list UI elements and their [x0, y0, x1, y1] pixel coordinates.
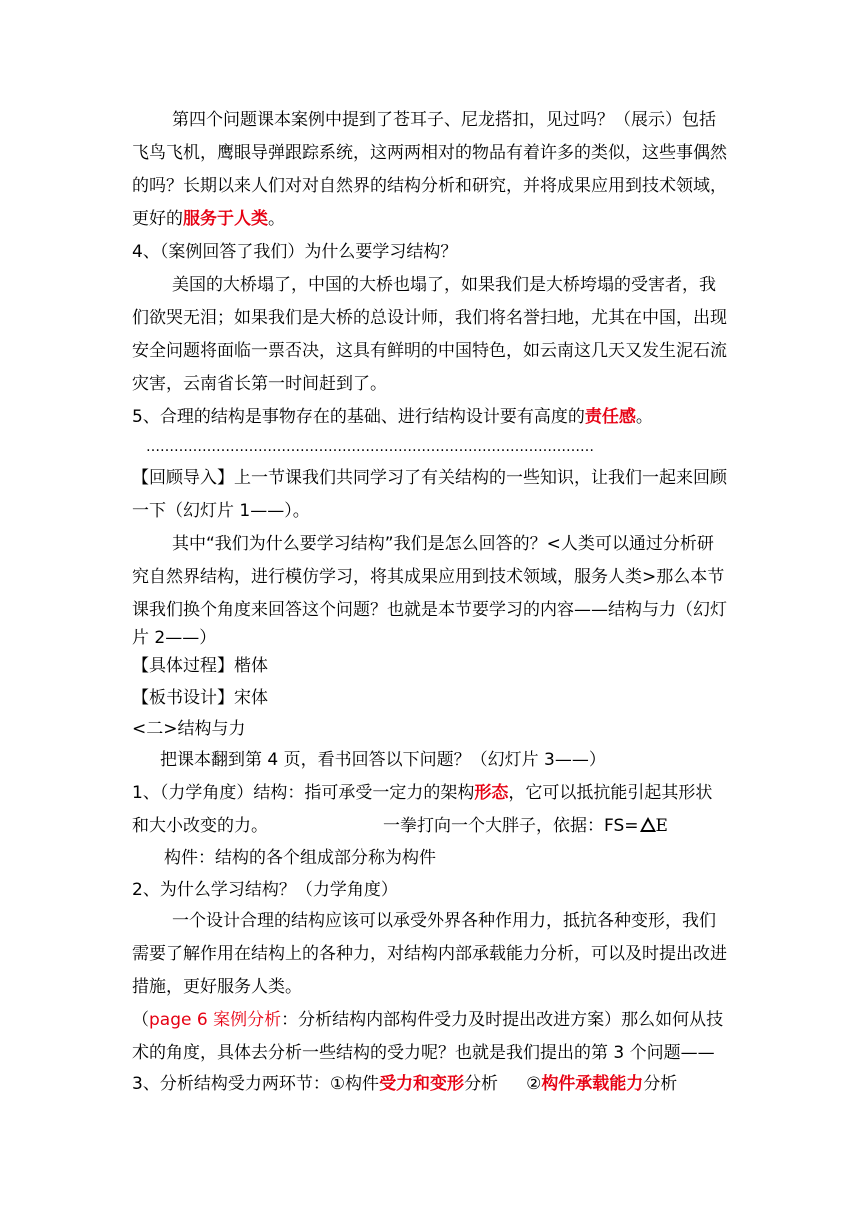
text-line: 【板书设计】宋体	[132, 688, 268, 708]
text-span: 分析	[464, 1074, 499, 1094]
text-span: 1、（力学角度）结构：指可承受一定力的架构	[132, 783, 475, 803]
section-heading	[132, 1074, 677, 1094]
text-span: 更好的	[132, 209, 183, 229]
text-line: 课我们换个角度来回答这个问题？也就是本节要学习的内容——结构与力（幻灯	[132, 600, 727, 620]
text-line: 飞鸟飞机，鹰眼导弹跟踪系统，这两两相对的物品有着许多的类似，这些事偶然	[132, 143, 727, 163]
text-span: ②	[526, 1074, 542, 1094]
text-span: E	[655, 816, 668, 836]
text-span: 。	[268, 209, 285, 229]
text-line: 究自然界结构，进行模仿学习，将其成果应用到技术领域，服务人类>那么本节	[132, 567, 725, 587]
emphasis-text: 形态	[474, 783, 509, 803]
text-span: 3、分析结构受力两环节：①构件	[132, 1074, 380, 1094]
text-line: 和大小改变的力。	[132, 816, 268, 836]
text-line: 第四个问题课本案例中提到了苍耳子、尼龙搭扣，见过吗？（展示）包括	[172, 110, 716, 130]
emphasis-text: 构件承载能力	[541, 1074, 644, 1094]
text-line: 构件：结构的各个组成部分称为构件	[164, 848, 436, 868]
emphasis-text: 受力和变形	[379, 1074, 465, 1094]
text-line: 美国的大桥塌了，中国的大桥也塌了，如果我们是大桥垮塌的受害者，我	[172, 275, 716, 295]
text-span: 一拳打向一个大胖子，依据：FS=	[383, 816, 639, 836]
text-line: 的吗？长期以来人们对对自然界的结构分析和研究，并将成果应用到技术领域，	[132, 176, 727, 196]
text-line: 安全问题将面临一票否决，这具有鲜明的中国特色，如云南这几天又发生泥石流	[132, 341, 727, 361]
text-line	[383, 816, 668, 836]
section-heading: <二>结构与力	[132, 719, 246, 739]
text-line: 术的角度，具体去分析一些结构的受力呢？也就是我们提出的第 3 个问题——	[132, 1043, 715, 1063]
text-span: 分析	[643, 1074, 678, 1094]
case-analysis-label: page 6 案例分析	[149, 1010, 282, 1030]
text-line: 其中“我们为什么要学习结构”我们是怎么回答的？<人类可以通过分析研	[172, 534, 714, 554]
emphasis-text: 服务于人类	[183, 209, 268, 229]
text-line	[132, 209, 285, 229]
section-heading: 4、（案例回答了我们）为什么要学习结构？	[132, 242, 458, 262]
text-line: 片 2——）	[132, 628, 217, 648]
text-span: 5、合理的结构是事物存在的基础、进行结构设计要有高度的	[132, 407, 585, 427]
text-line: 一下（幻灯片 1——）。	[132, 501, 310, 521]
text-line: 灾害，云南省长第一时间赶到了。	[132, 374, 387, 394]
emphasis-text: 责任感	[584, 407, 636, 427]
text-line: 【回顾导入】上一节课我们共同学习了有关结构的一些知识，让我们一起来回顾	[132, 468, 727, 488]
triangle-delta-icon	[640, 817, 656, 832]
text-line: 需要了解作用在结构上的各种力，对结构内部承载能力分析，可以及时提出改进	[132, 944, 727, 964]
text-line: 一个设计合理的结构应该可以承受外界各种作用力，抵抗各种变形，我们	[172, 911, 716, 931]
section-heading	[132, 407, 653, 427]
text-span: ，它可以抵抗能引起其形状	[508, 783, 713, 803]
text-span: （	[132, 1010, 149, 1030]
text-line: 们欲哭无泪；如果我们是大桥的总设计师，我们将名誉扫地，尤其在中国，出现	[132, 308, 727, 328]
text-line: 把课本翻到第 4 页，看书回答以下问题？（幻灯片 3——）	[160, 750, 606, 770]
text-span: ：分析结构内部构件受力及时提出改进方案）那么如何从技	[281, 1010, 724, 1030]
dotted-divider: ……………………………………………………………………………………	[146, 439, 594, 455]
section-heading: 2、为什么学习结构？（力学角度）	[132, 880, 398, 900]
text-line	[132, 1010, 723, 1030]
text-span: 。	[635, 407, 653, 427]
text-line	[132, 783, 712, 803]
text-line: 措施，更好服务人类。	[132, 977, 302, 997]
text-line: 【具体过程】楷体	[132, 656, 268, 676]
